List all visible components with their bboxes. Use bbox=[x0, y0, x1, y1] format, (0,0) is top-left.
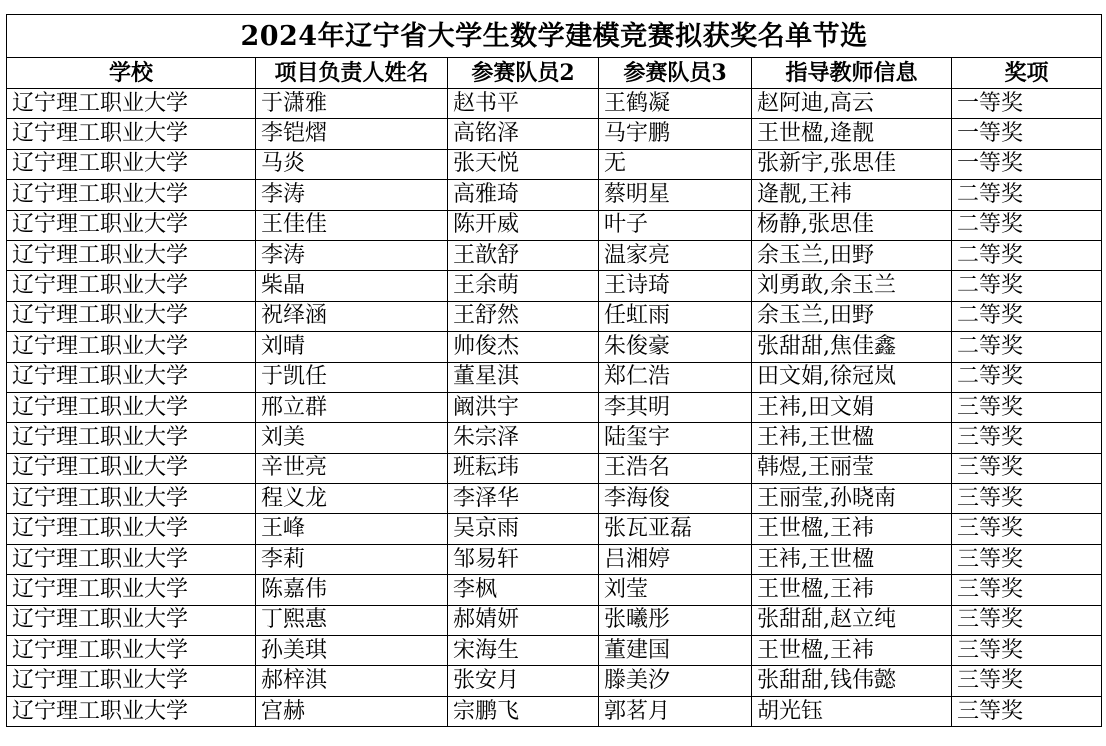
member3-cell: 朱俊豪 bbox=[599, 332, 752, 362]
school-cell: 辽宁理工职业大学 bbox=[7, 119, 256, 149]
member2-cell: 赵书平 bbox=[448, 89, 599, 119]
leader-cell: 马炎 bbox=[256, 149, 448, 179]
leader-cell: 辛世亮 bbox=[256, 453, 448, 483]
school-cell: 辽宁理工职业大学 bbox=[7, 636, 256, 666]
school-cell: 辽宁理工职业大学 bbox=[7, 605, 256, 635]
member2-cell: 宋海生 bbox=[448, 636, 599, 666]
column-header-leader: 项目负责人姓名 bbox=[256, 58, 448, 89]
member2-cell: 朱宗泽 bbox=[448, 423, 599, 453]
school-cell: 辽宁理工职业大学 bbox=[7, 575, 256, 605]
award-cell: 二等奖 bbox=[952, 240, 1102, 270]
award-table bbox=[6, 14, 1102, 727]
advisor-cell: 赵阿迪,高云 bbox=[752, 89, 952, 119]
school-cell: 辽宁理工职业大学 bbox=[7, 362, 256, 392]
member2-cell: 高雅琦 bbox=[448, 180, 599, 210]
member3-cell: 郭茗月 bbox=[599, 696, 752, 726]
award-cell: 二等奖 bbox=[952, 332, 1102, 362]
leader-cell: 刘晴 bbox=[256, 332, 448, 362]
member2-cell: 陈开威 bbox=[448, 210, 599, 240]
member2-cell: 王余萌 bbox=[448, 271, 599, 301]
leader-cell: 程义龙 bbox=[256, 484, 448, 514]
school-cell: 辽宁理工职业大学 bbox=[7, 180, 256, 210]
leader-cell: 孙美琪 bbox=[256, 636, 448, 666]
table-row bbox=[7, 210, 1102, 240]
member2-cell: 吴京雨 bbox=[448, 514, 599, 544]
advisor-cell: 杨静,张思佳 bbox=[752, 210, 952, 240]
member2-cell: 王舒然 bbox=[448, 301, 599, 331]
table-row bbox=[7, 119, 1102, 149]
table-row bbox=[7, 544, 1102, 574]
member2-cell: 李泽华 bbox=[448, 484, 599, 514]
school-cell: 辽宁理工职业大学 bbox=[7, 514, 256, 544]
award-list-sheet bbox=[6, 14, 1101, 727]
award-cell: 三等奖 bbox=[952, 666, 1102, 696]
table-row bbox=[7, 271, 1102, 301]
column-header-member3: 参赛队员3 bbox=[599, 58, 752, 89]
advisor-cell: 胡光钰 bbox=[752, 696, 952, 726]
advisor-cell: 王袆,田文娟 bbox=[752, 392, 952, 422]
member2-cell: 张安月 bbox=[448, 666, 599, 696]
advisor-cell: 张新宇,张思佳 bbox=[752, 149, 952, 179]
school-cell: 辽宁理工职业大学 bbox=[7, 301, 256, 331]
table-row bbox=[7, 666, 1102, 696]
award-cell: 一等奖 bbox=[952, 119, 1102, 149]
leader-cell: 陈嘉伟 bbox=[256, 575, 448, 605]
title-row bbox=[7, 15, 1102, 58]
school-cell: 辽宁理工职业大学 bbox=[7, 392, 256, 422]
advisor-cell: 王丽莹,孙晓南 bbox=[752, 484, 952, 514]
advisor-cell: 王世楹,王袆 bbox=[752, 575, 952, 605]
award-cell: 二等奖 bbox=[952, 362, 1102, 392]
school-cell: 辽宁理工职业大学 bbox=[7, 332, 256, 362]
school-cell: 辽宁理工职业大学 bbox=[7, 89, 256, 119]
school-cell: 辽宁理工职业大学 bbox=[7, 544, 256, 574]
member3-cell: 蔡明星 bbox=[599, 180, 752, 210]
award-cell: 二等奖 bbox=[952, 271, 1102, 301]
member3-cell: 马宇鹏 bbox=[599, 119, 752, 149]
advisor-cell: 王世楹,逄靓 bbox=[752, 119, 952, 149]
advisor-cell: 王世楹,王袆 bbox=[752, 514, 952, 544]
column-header-advisor: 指导教师信息 bbox=[752, 58, 952, 89]
leader-cell: 祝绎涵 bbox=[256, 301, 448, 331]
advisor-cell: 张甜甜,钱伟懿 bbox=[752, 666, 952, 696]
member3-cell: 温家亮 bbox=[599, 240, 752, 270]
advisor-cell: 余玉兰,田野 bbox=[752, 240, 952, 270]
advisor-cell: 王袆,王世楹 bbox=[752, 423, 952, 453]
award-cell: 三等奖 bbox=[952, 484, 1102, 514]
member3-cell: 任虹雨 bbox=[599, 301, 752, 331]
award-cell: 三等奖 bbox=[952, 453, 1102, 483]
member2-cell: 帅俊杰 bbox=[448, 332, 599, 362]
member2-cell: 李枫 bbox=[448, 575, 599, 605]
table-row bbox=[7, 392, 1102, 422]
member3-cell: 陆玺宇 bbox=[599, 423, 752, 453]
table-row bbox=[7, 180, 1102, 210]
award-cell: 三等奖 bbox=[952, 544, 1102, 574]
award-cell: 二等奖 bbox=[952, 210, 1102, 240]
school-cell: 辽宁理工职业大学 bbox=[7, 666, 256, 696]
leader-cell: 宫赫 bbox=[256, 696, 448, 726]
table-row bbox=[7, 362, 1102, 392]
member2-cell: 邹易轩 bbox=[448, 544, 599, 574]
column-header-school: 学校 bbox=[7, 58, 256, 89]
leader-cell: 于潇雅 bbox=[256, 89, 448, 119]
advisor-cell: 韩煜,王丽莹 bbox=[752, 453, 952, 483]
leader-cell: 于凯任 bbox=[256, 362, 448, 392]
award-cell: 三等奖 bbox=[952, 423, 1102, 453]
column-header-member2: 参赛队员2 bbox=[448, 58, 599, 89]
school-cell: 辽宁理工职业大学 bbox=[7, 696, 256, 726]
member2-cell: 宗鹏飞 bbox=[448, 696, 599, 726]
leader-cell: 刘美 bbox=[256, 423, 448, 453]
leader-cell: 邢立群 bbox=[256, 392, 448, 422]
member3-cell: 滕美汐 bbox=[599, 666, 752, 696]
member2-cell: 阚洪宇 bbox=[448, 392, 599, 422]
member3-cell: 李海俊 bbox=[599, 484, 752, 514]
leader-cell: 郝梓淇 bbox=[256, 666, 448, 696]
member3-cell: 刘莹 bbox=[599, 575, 752, 605]
advisor-cell: 王袆,王世楹 bbox=[752, 544, 952, 574]
leader-cell: 李铠熠 bbox=[256, 119, 448, 149]
table-row bbox=[7, 423, 1102, 453]
advisor-cell: 逄靓,王袆 bbox=[752, 180, 952, 210]
award-cell: 一等奖 bbox=[952, 89, 1102, 119]
school-cell: 辽宁理工职业大学 bbox=[7, 149, 256, 179]
school-cell: 辽宁理工职业大学 bbox=[7, 210, 256, 240]
member3-cell: 无 bbox=[599, 149, 752, 179]
leader-cell: 丁熙惠 bbox=[256, 605, 448, 635]
table-row bbox=[7, 514, 1102, 544]
advisor-cell: 田文娟,徐冠岚 bbox=[752, 362, 952, 392]
member3-cell: 王鹤凝 bbox=[599, 89, 752, 119]
leader-cell: 王峰 bbox=[256, 514, 448, 544]
advisor-cell: 余玉兰,田野 bbox=[752, 301, 952, 331]
award-cell: 三等奖 bbox=[952, 605, 1102, 635]
table-row bbox=[7, 484, 1102, 514]
member3-cell: 李其明 bbox=[599, 392, 752, 422]
school-cell: 辽宁理工职业大学 bbox=[7, 453, 256, 483]
table-row bbox=[7, 453, 1102, 483]
member2-cell: 张天悦 bbox=[448, 149, 599, 179]
member3-cell: 王诗琦 bbox=[599, 271, 752, 301]
member3-cell: 叶子 bbox=[599, 210, 752, 240]
advisor-cell: 刘勇敢,余玉兰 bbox=[752, 271, 952, 301]
member3-cell: 王浩名 bbox=[599, 453, 752, 483]
leader-cell: 柴晶 bbox=[256, 271, 448, 301]
advisor-cell: 张甜甜,焦佳鑫 bbox=[752, 332, 952, 362]
school-cell: 辽宁理工职业大学 bbox=[7, 423, 256, 453]
advisor-cell: 王世楹,王袆 bbox=[752, 636, 952, 666]
school-cell: 辽宁理工职业大学 bbox=[7, 271, 256, 301]
leader-cell: 李莉 bbox=[256, 544, 448, 574]
table-row bbox=[7, 605, 1102, 635]
member2-cell: 高铭泽 bbox=[448, 119, 599, 149]
member2-cell: 王歆舒 bbox=[448, 240, 599, 270]
member2-cell: 董星淇 bbox=[448, 362, 599, 392]
table-row bbox=[7, 149, 1102, 179]
leader-cell: 李涛 bbox=[256, 180, 448, 210]
table-row bbox=[7, 301, 1102, 331]
member3-cell: 董建国 bbox=[599, 636, 752, 666]
table-body bbox=[7, 89, 1102, 727]
award-cell: 三等奖 bbox=[952, 514, 1102, 544]
table-row bbox=[7, 696, 1102, 726]
award-cell: 三等奖 bbox=[952, 575, 1102, 605]
member3-cell: 张曦彤 bbox=[599, 605, 752, 635]
member2-cell: 郝婧妍 bbox=[448, 605, 599, 635]
advisor-cell: 张甜甜,赵立纯 bbox=[752, 605, 952, 635]
award-cell: 三等奖 bbox=[952, 392, 1102, 422]
member3-cell: 吕湘婷 bbox=[599, 544, 752, 574]
column-header-award: 奖项 bbox=[952, 58, 1102, 89]
school-cell: 辽宁理工职业大学 bbox=[7, 484, 256, 514]
table-row bbox=[7, 240, 1102, 270]
award-cell: 一等奖 bbox=[952, 149, 1102, 179]
leader-cell: 李涛 bbox=[256, 240, 448, 270]
award-cell: 二等奖 bbox=[952, 301, 1102, 331]
award-cell: 二等奖 bbox=[952, 180, 1102, 210]
header-row bbox=[7, 58, 1102, 89]
member3-cell: 郑仁浩 bbox=[599, 362, 752, 392]
member2-cell: 班耘玮 bbox=[448, 453, 599, 483]
page-title: 2024年辽宁省大学生数学建模竞赛拟获奖名单节选 bbox=[7, 15, 1102, 58]
award-cell: 三等奖 bbox=[952, 696, 1102, 726]
leader-cell: 王佳佳 bbox=[256, 210, 448, 240]
school-cell: 辽宁理工职业大学 bbox=[7, 240, 256, 270]
member3-cell: 张瓦亚磊 bbox=[599, 514, 752, 544]
table-row bbox=[7, 575, 1102, 605]
table-row bbox=[7, 636, 1102, 666]
table-row bbox=[7, 89, 1102, 119]
table-row bbox=[7, 332, 1102, 362]
award-cell: 三等奖 bbox=[952, 636, 1102, 666]
